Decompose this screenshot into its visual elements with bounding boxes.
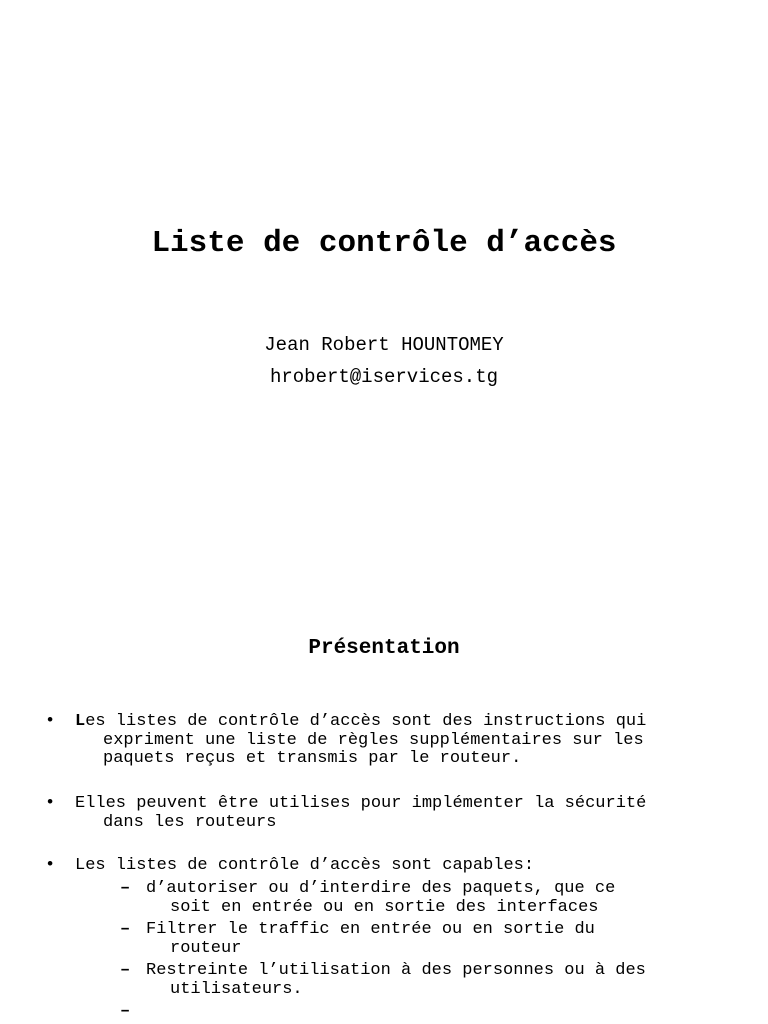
bullet-line: Les listes de contrôle d’accès sont capables: — [75, 856, 535, 875]
sub-item-text — [146, 921, 595, 958]
section-title: Présentation — [308, 637, 460, 660]
sub-item-line: Filtrer le traffic en entrée ou en sortie du — [146, 920, 595, 939]
drop-letter: L — [75, 712, 86, 731]
bullet-line: Elles peuvent être utilises pour implémenter la sécurité — [75, 794, 647, 813]
sub-item-line: d’autoriser ou d’interdire des paquets, que ce — [146, 879, 616, 898]
bullet-line — [75, 713, 735, 732]
dash-icon: – — [120, 961, 131, 980]
sub-item-line: Restreinte l’utilisation à des personnes ou à des — [146, 961, 646, 980]
bullet-line: expriment une liste de règles supplémentaires sur les — [103, 730, 644, 750]
bullet-icon: • — [45, 712, 56, 731]
bullet-line-rest: es listes de contrôle d’accès sont des instructions qui — [85, 712, 647, 731]
bullet-icon: • — [45, 856, 56, 875]
dash-icon: – — [120, 920, 131, 939]
dash-icon: – — [120, 879, 131, 898]
sub-item-line: utilisateurs. — [170, 979, 303, 999]
slide-title: Liste de contrôle d’accès — [151, 226, 617, 261]
sub-item-line: soit en entrée ou en sortie des interfaces — [170, 897, 599, 917]
bullet-line: paquets reçus et transmis par le routeur. — [103, 749, 522, 768]
sub-item-text — [146, 880, 615, 917]
dash-icon: – — [120, 1002, 131, 1021]
author-email: hrobert@iservices.tg — [269, 366, 499, 388]
author-name: Jean Robert HOUNTOMEY — [264, 334, 504, 356]
bullet-text — [75, 713, 735, 769]
sub-item-text — [146, 962, 646, 999]
bullet-text — [75, 795, 735, 832]
bullet-text — [75, 857, 735, 876]
bullet-icon: • — [45, 794, 56, 813]
bullet-line: dans les routeurs — [103, 812, 277, 832]
sub-item-line: routeur — [170, 938, 242, 958]
